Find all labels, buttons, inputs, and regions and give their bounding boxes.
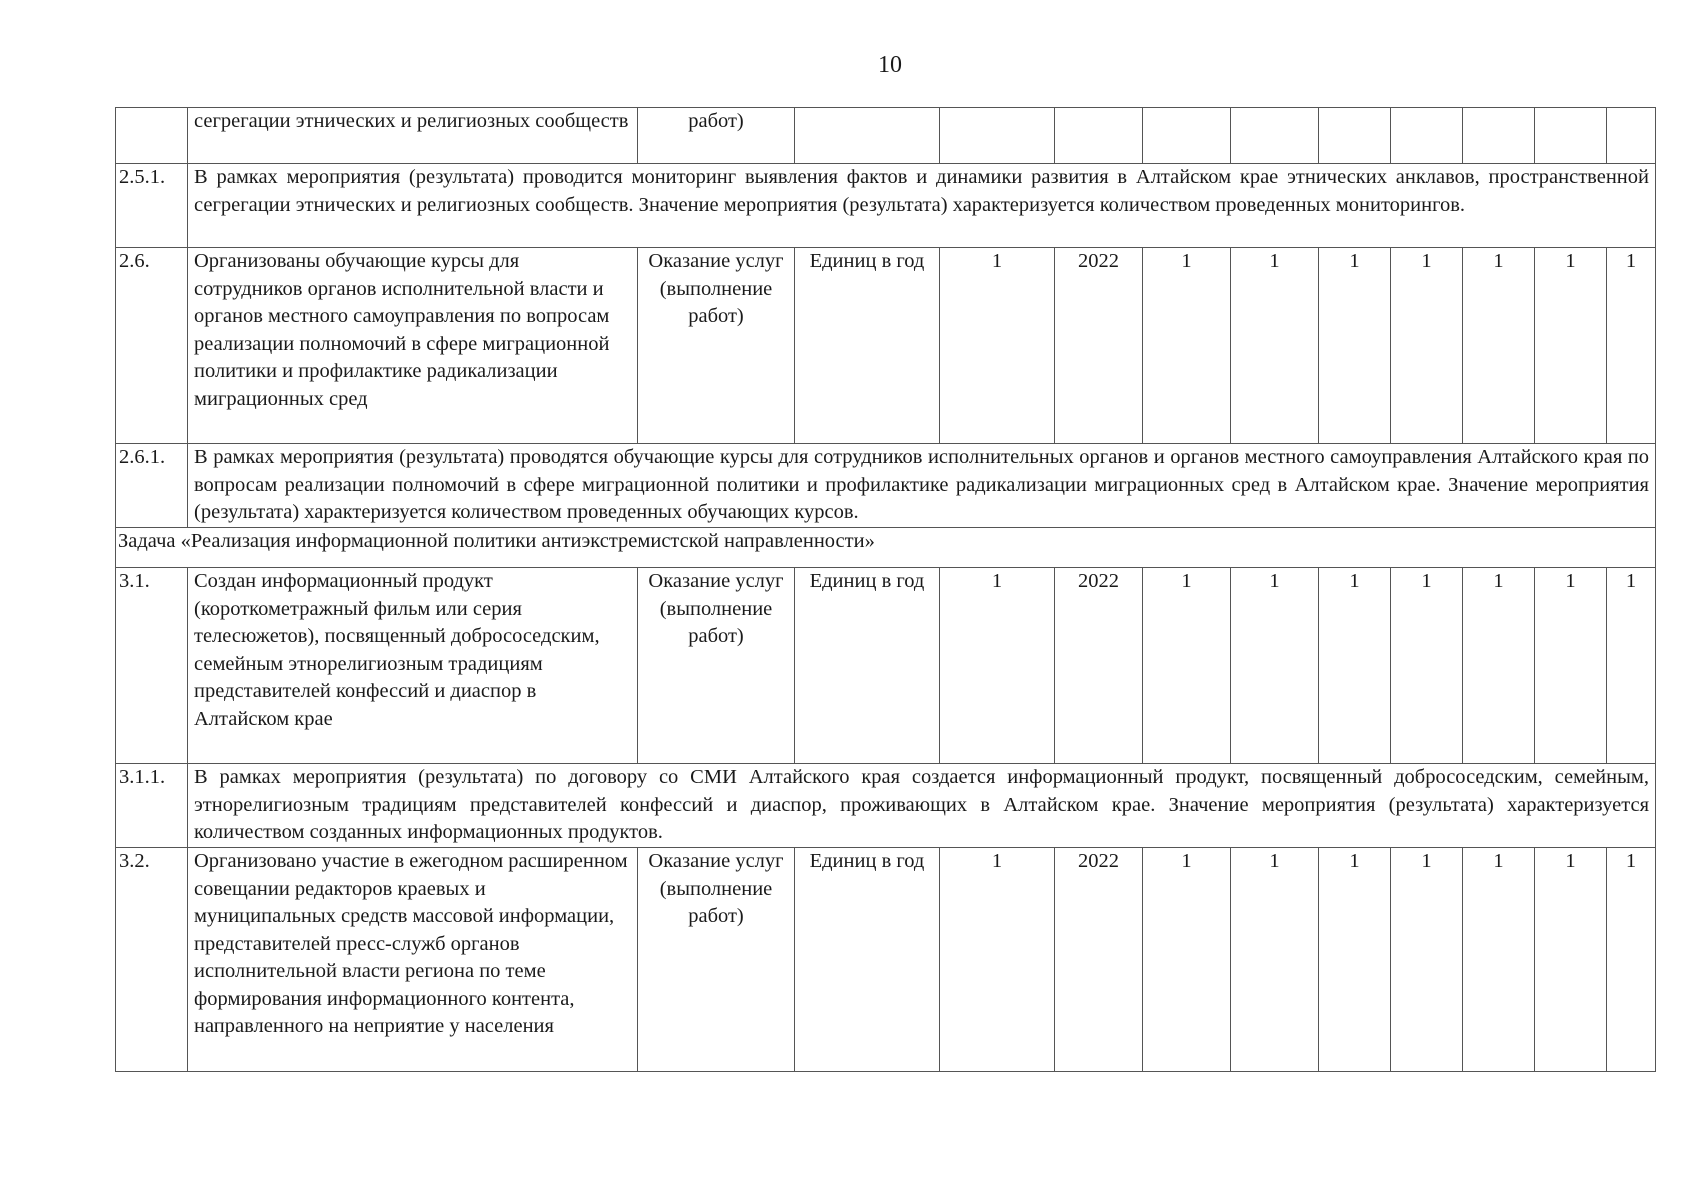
result-type: Оказание услуг (выполнение работ) <box>638 848 795 1072</box>
base-year <box>1055 108 1143 164</box>
year-value: 1 <box>1391 568 1463 764</box>
unit-of-measure: Единиц в год <box>795 568 940 764</box>
result-name: Создан информационный продукт (короткометражный фильм или серия телесюжетов), посвященный добрососедским, семейным этнорелигиозным традициям представителей конфессий и диаспор в Алтайском крае <box>188 568 638 764</box>
row-number: 2.5.1. <box>116 164 188 248</box>
year-value: 1 <box>1231 848 1319 1072</box>
year-value: 1 <box>1319 248 1391 444</box>
year-value: 1 <box>1607 248 1656 444</box>
year-value <box>1463 108 1535 164</box>
page-number: 10 <box>878 52 902 78</box>
year-value: 1 <box>1535 248 1607 444</box>
year-value <box>1231 108 1319 164</box>
table-row <box>116 248 1656 444</box>
year-value: 1 <box>1391 848 1463 1072</box>
year-value <box>1319 108 1391 164</box>
table-row <box>116 764 1656 848</box>
base-value: 1 <box>940 848 1055 1072</box>
year-value: 1 <box>1231 248 1319 444</box>
result-type: Оказание услуг (выполнение работ) <box>638 248 795 444</box>
result-name: сегрегации этнических и религиозных сообществ <box>188 108 638 164</box>
row-number: 3.1.1. <box>116 764 188 848</box>
unit-of-measure: Единиц в год <box>795 848 940 1072</box>
year-value <box>1143 108 1231 164</box>
year-value: 1 <box>1463 248 1535 444</box>
year-value <box>1607 108 1656 164</box>
table-row <box>116 528 1656 568</box>
year-value: 1 <box>1231 568 1319 764</box>
unit-of-measure: Единиц в год <box>795 248 940 444</box>
year-value: 1 <box>1463 848 1535 1072</box>
row-number <box>116 108 188 164</box>
base-year: 2022 <box>1055 848 1143 1072</box>
base-value: 1 <box>940 248 1055 444</box>
year-value: 1 <box>1463 568 1535 764</box>
row-number: 2.6.1. <box>116 444 188 528</box>
unit-of-measure <box>795 108 940 164</box>
result-description: В рамках мероприятия (результата) по договору со СМИ Алтайского края создается информационный продукт, посвященный добрососедским, семейным, этнорелигиозным традициям представителей конфессий и диаспор, проживающих в Алтайском крае. Значение мероприятия (результата) характеризуется количеством созданных информационных продуктов. <box>188 764 1656 848</box>
base-value: 1 <box>940 568 1055 764</box>
year-value: 1 <box>1143 248 1231 444</box>
table-row <box>116 568 1656 764</box>
base-value <box>940 108 1055 164</box>
table-row <box>116 444 1656 528</box>
year-value <box>1535 108 1607 164</box>
year-value: 1 <box>1535 848 1607 1072</box>
result-name: Организовано участие в ежегодном расширенном совещании редакторов краевых и муниципальных средств массовой информации, представителей пресс-служб органов исполнительной власти региона по теме формирования информационного контента, направленного на неприятие у населения <box>188 848 638 1072</box>
year-value: 1 <box>1607 568 1656 764</box>
table-row <box>116 164 1656 248</box>
year-value: 1 <box>1535 568 1607 764</box>
row-number: 3.2. <box>116 848 188 1072</box>
year-value: 1 <box>1319 848 1391 1072</box>
year-value: 1 <box>1319 568 1391 764</box>
year-value: 1 <box>1143 568 1231 764</box>
year-value: 1 <box>1391 248 1463 444</box>
year-value <box>1391 108 1463 164</box>
table-row <box>116 848 1656 1072</box>
row-number: 3.1. <box>116 568 188 764</box>
indicators-table <box>115 107 1656 1072</box>
table-row <box>116 108 1656 164</box>
year-value: 1 <box>1143 848 1231 1072</box>
base-year: 2022 <box>1055 568 1143 764</box>
result-description: В рамках мероприятия (результата) проводится мониторинг выявления фактов и динамики развития в Алтайском крае этнических анклавов, пространственной сегрегации этнических и религиозных сообществ. Значение мероприятия (результата) характеризуется количеством проведенных мониторингов. <box>188 164 1656 248</box>
result-description: В рамках мероприятия (результата) проводятся обучающие курсы для сотрудников исполнительных органов и органов местного самоуправления Алтайского края по вопросам реализации полномочий в сфере миграционной политики и профилактике радикализации миграционных сред в Алтайском крае. Значение мероприятия (результата) характеризуется количеством проведенных обучающих курсов. <box>188 444 1656 528</box>
row-number: 2.6. <box>116 248 188 444</box>
result-type: Оказание услуг (выполнение работ) <box>638 568 795 764</box>
task-heading: Задача «Реализация информационной политики антиэкстремистской направленности» <box>116 528 1656 568</box>
year-value: 1 <box>1607 848 1656 1072</box>
result-type: работ) <box>638 108 795 164</box>
base-year: 2022 <box>1055 248 1143 444</box>
result-name: Организованы обучающие курсы для сотрудников органов исполнительной власти и органов местного самоуправления по вопросам реализации полномочий в сфере миграционной политики и профилактике радикализации миграционных сред <box>188 248 638 444</box>
